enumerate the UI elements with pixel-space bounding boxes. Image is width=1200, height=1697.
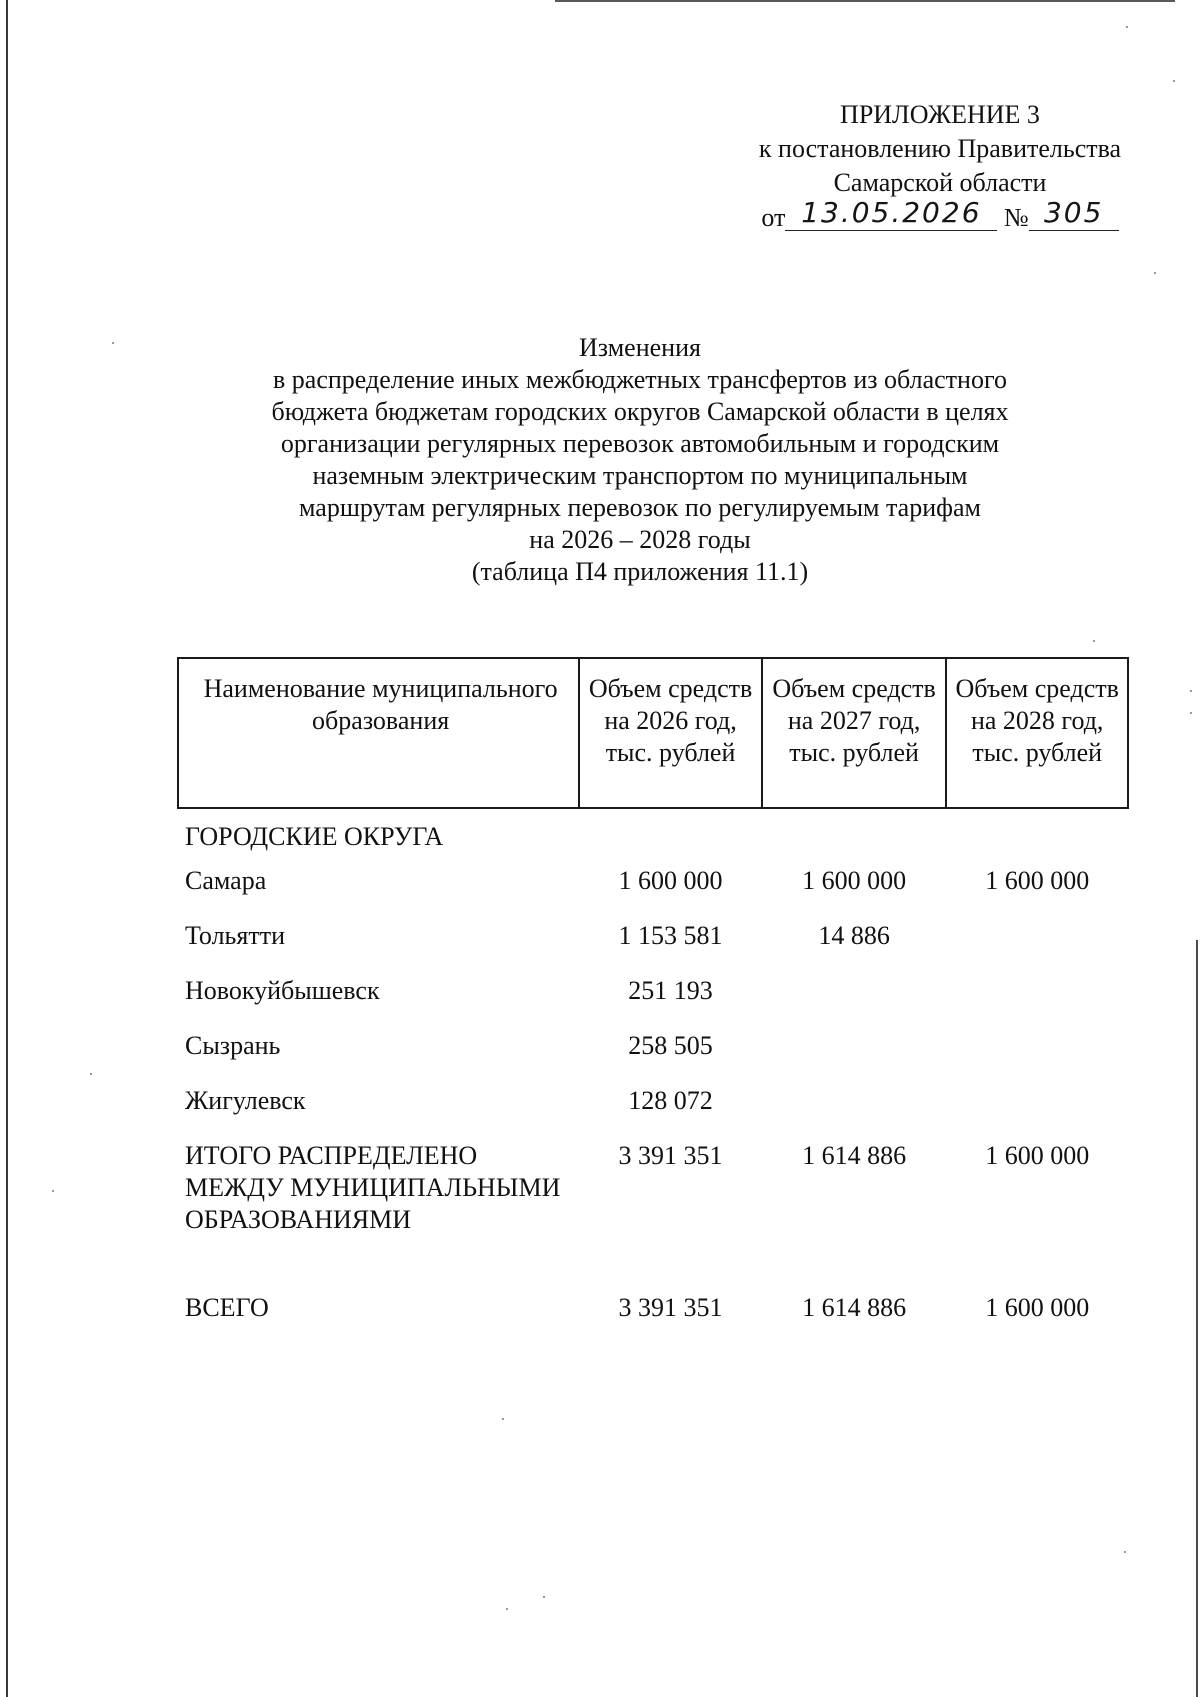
- total-2026: 3 391 351: [618, 1141, 723, 1170]
- scan-speck: [1173, 80, 1175, 82]
- header-2027: Объем средств на 2027 год, тыс. рублей: [762, 658, 947, 808]
- scan-speck: [52, 1190, 54, 1192]
- date-prefix: от: [761, 203, 786, 232]
- total-2028: 1 600 000: [985, 1141, 1090, 1170]
- scan-speck: [506, 1608, 508, 1610]
- appendix-date-line: [700, 196, 1180, 235]
- cell-2026: 251 193: [628, 976, 713, 1005]
- number-prefix: №: [1003, 203, 1029, 232]
- scan-speck: [1190, 690, 1192, 692]
- cell-2027: 1 600 000: [802, 866, 907, 895]
- header-2028: Объем средств на 2028 год, тыс. рублей: [946, 658, 1128, 808]
- title-table-reference: (таблица П4 приложения 11.1): [471, 557, 809, 586]
- appendix-region: Самарской области: [833, 168, 1047, 197]
- date-field: [785, 196, 997, 231]
- scan-top-edge: [555, 0, 1175, 2]
- scan-speck: [1190, 712, 1192, 714]
- distribution-table: [177, 657, 1129, 1332]
- handwritten-number: 305: [1043, 196, 1104, 229]
- grand-total-label: ВСЕГО: [185, 1293, 269, 1322]
- title-line: в распределение иных межбюджетных трансфертов из областного: [273, 365, 1007, 394]
- cell-municipality: Сызрань: [185, 1031, 281, 1060]
- total-label: ИТОГО РАСПРЕДЕЛЕНО МЕЖДУ МУНИЦИПАЛЬНЫМИ ОБРАЗОВАНИЯМИ: [185, 1141, 561, 1234]
- cell-municipality: Тольятти: [185, 921, 286, 950]
- scan-right-edge: [1196, 940, 1198, 1697]
- cell-2027: [762, 973, 947, 1028]
- title-line: маршрутам регулярных перевозок по регулируемым тарифам: [299, 493, 981, 522]
- cell-2027: 14 886: [818, 921, 890, 950]
- number-field: [1029, 196, 1119, 231]
- cell-2028: 1 600 000: [985, 866, 1090, 895]
- cell-2026: 1 153 581: [618, 921, 723, 950]
- cell-2026: 1 600 000: [618, 866, 723, 895]
- cell-2028: [946, 973, 1128, 1028]
- scan-speck: [543, 1596, 545, 1598]
- scan-speck: [112, 342, 114, 344]
- section-row: [178, 808, 1128, 863]
- handwritten-date: 13.05.2026: [801, 196, 982, 229]
- appendix-block: [700, 98, 1180, 235]
- cell-2027: [762, 1083, 947, 1138]
- title-line: на 2026 – 2028 годы: [529, 525, 751, 554]
- cell-municipality: Новокуйбышевск: [185, 976, 380, 1005]
- title-line: бюджета бюджетам городских округов Самарской области в целях: [271, 397, 1009, 426]
- grand-total-2027: 1 614 886: [802, 1293, 907, 1322]
- title-line: наземным электрическим транспортом по муниципальным: [312, 461, 968, 490]
- scan-speck: [1154, 272, 1156, 274]
- cell-2028: [946, 918, 1128, 973]
- title-line: организации регулярных перевозок автомобильным и городским: [280, 429, 1000, 458]
- cell-2026: 128 072: [628, 1086, 713, 1115]
- title-heading: Изменения: [579, 333, 701, 362]
- scan-speck: [90, 1073, 92, 1075]
- grand-total-2026: 3 391 351: [618, 1293, 723, 1322]
- scan-speck: [502, 1418, 504, 1420]
- cell-municipality: Жигулевск: [185, 1086, 306, 1115]
- table-row: [178, 973, 1128, 1028]
- scan-speck: [1126, 26, 1128, 28]
- grand-total-2028: 1 600 000: [985, 1293, 1090, 1322]
- cell-2026: 258 505: [628, 1031, 713, 1060]
- cell-municipality: Самара: [185, 866, 267, 895]
- table-row: [178, 918, 1128, 973]
- total-2027: 1 614 886: [802, 1141, 907, 1170]
- grand-total-row: [178, 1290, 1128, 1332]
- table-row: [178, 863, 1128, 918]
- cell-2028: [946, 1083, 1128, 1138]
- total-row: [178, 1138, 1128, 1290]
- scan-left-edge: [6, 0, 8, 1697]
- section-label: ГОРОДСКИЕ ОКРУГА: [185, 822, 444, 851]
- table-row: [178, 1083, 1128, 1138]
- table-header-row: [178, 658, 1128, 808]
- cell-2027: [762, 1028, 947, 1083]
- document-title: [150, 332, 1130, 588]
- table-row: [178, 1028, 1128, 1083]
- header-2026: Объем средств на 2026 год, тыс. рублей: [579, 658, 762, 808]
- appendix-title: ПРИЛОЖЕНИЕ 3: [840, 100, 1040, 129]
- cell-2028: [946, 1028, 1128, 1083]
- header-municipality: Наименование муниципального образования: [178, 658, 579, 808]
- scan-speck: [1093, 640, 1095, 642]
- appendix-reference: к постановлению Правительства: [758, 134, 1122, 163]
- scan-speck: [1124, 1551, 1126, 1553]
